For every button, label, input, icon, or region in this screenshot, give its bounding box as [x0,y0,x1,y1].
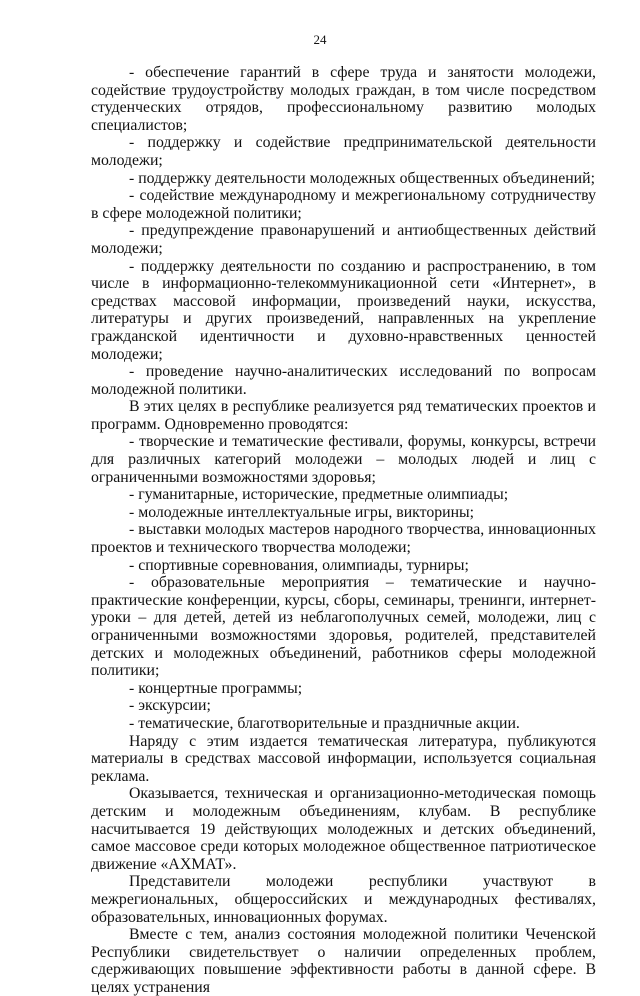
paragraph: - гуманитарные, исторические, предметные олимпиады; [129,486,509,504]
page-number: 24 [313,32,327,47]
paragraph: Наряду с этим издается тематическая литература, публикуются материалы в средствах массовой информации, используется социальная реклама. [91,732,596,785]
paragraph: - спортивные соревнования, олимпиады, турниры; [129,556,469,574]
paragraph: - концертные программы; [129,679,303,697]
paragraph: В этих целях в республике реализуется ряд тематических проектов и программ. Одновременно проводятся: [91,398,596,433]
paragraph: - экскурсии; [129,697,211,715]
paragraph: - обеспечение гарантий в сфере труда и занятости молодежи, содействие трудоустройству молодых граждан, в том числе посредством студенческих отрядов, профессиональному развитию молодых специалистов; [91,64,596,134]
paragraph: - поддержку деятельности по созданию и распространению, в том числе в информационно-телекоммуникационной сети «Интернет», в средствах массовой информации, произведений науки, искусства, литературы и других произведений, направленных на укрепление гражданской идентичности и духовно-нравственных ценностей молодежи; [91,257,596,363]
paragraph: - содействие международному и межрегиональному сотрудничеству в сфере молодежной политики; [91,187,596,222]
paragraph: - образовательные мероприятия – тематические и научно-практические конференции, курсы, сборы, семинары, тренинги, интернет-уроки – для детей, детей из неблагополучных семей, молодежи, лиц с ограниченными возможностями здоровья, родителей, представителей детских и молодежных объединений, работников сферы молодежной политики; [91,574,596,680]
paragraph: - выставки молодых мастеров народного творчества, инновационных проектов и технического творчества молодежи; [91,521,596,557]
paragraph: - тематические, благотворительные и праздничные акции. [129,714,520,732]
paragraph: Вместе с тем, анализ состояния молодежной политики Чеченской Республики свидетельствует о наличии определенных проблем, сдерживающих повышение эффективности работы в данной сфере. В целях устранения [91,926,596,996]
paragraph: - поддержку деятельности молодежных общественных объединений; [129,169,595,187]
paragraph: Представители молодежи республики участвуют в межрегиональных, общероссийских и международных фестивалях, образовательных, инновационных форумах. [91,873,596,926]
paragraph: - предупреждение правонарушений и антиобщественных действий молодежи; [91,222,596,257]
paragraph: Оказывается, техническая и организационно-методическая помощь детским и молодежным объединениям, клубам. В республике насчитывается 19 действующих молодежных и детских объединений, самое массовое среди которых молодежное общественное патриотическое движение «АХМАТ». [91,785,596,873]
paragraph: - проведение научно-аналитических исследований по вопросам молодежной политики. [91,363,596,398]
paragraph: - творческие и тематические фестивали, форумы, конкурсы, встречи для различных категорий молодежи – молодых людей и лиц с ограниченными возможностями здоровья; [91,433,596,486]
document-body [91,64,596,996]
paragraph: - молодежные интеллектуальные игры, викторины; [129,503,475,521]
paragraph: - поддержку и содействие предпринимательской деятельности молодежи; [91,134,596,169]
